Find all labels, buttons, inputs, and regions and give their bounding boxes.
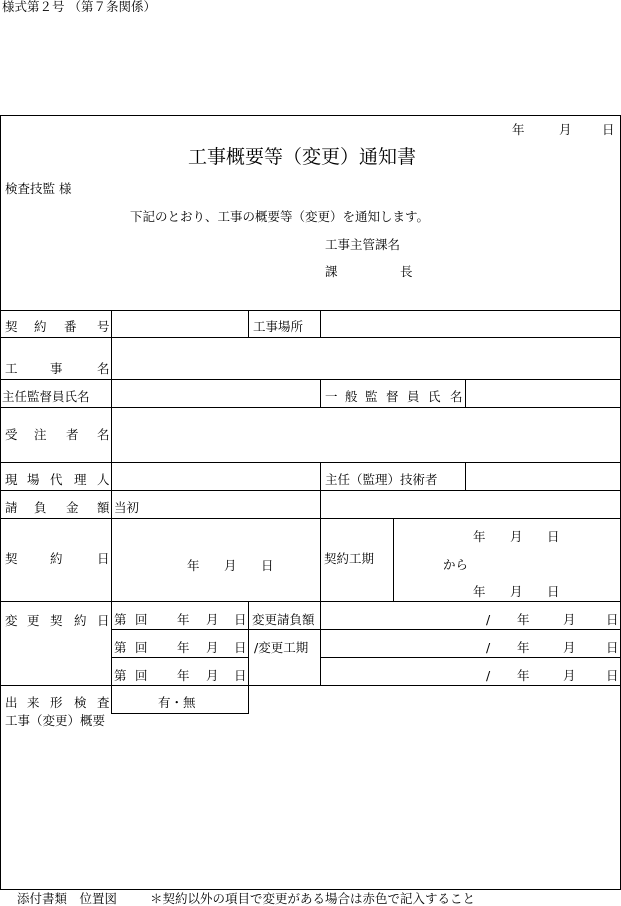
change-date-char: 約: [74, 613, 87, 628]
contract-date-char: 日: [97, 551, 110, 566]
site-agent-char: 代: [50, 472, 63, 487]
period-start-year: 年: [473, 529, 486, 544]
inspection-char: 来: [27, 695, 40, 710]
frame-top: [0, 115, 621, 116]
inspection-char: 形: [50, 695, 63, 710]
change-date-char: 契: [50, 613, 63, 628]
grid-line: [0, 490, 621, 491]
contractor-char: 注: [34, 427, 47, 442]
chief-engineer-label: 主任（監理）技術者: [325, 472, 438, 487]
change-value-slash: /: [486, 668, 491, 683]
general-supervisor-char: 般: [345, 389, 358, 404]
grid-line-v: [248, 601, 249, 713]
sender-dept: 工事主管課名: [325, 237, 401, 252]
change-row-year: 年: [177, 668, 190, 683]
contract-amount-char: 請: [5, 500, 18, 515]
addressee: 検査技監 様: [5, 181, 72, 196]
sender-title-a: 課: [325, 264, 338, 279]
change-value-year: 年: [517, 612, 530, 627]
grid-line: [0, 518, 621, 519]
grid-line: [0, 379, 621, 380]
site-agent-char: 場: [27, 472, 40, 487]
general-supervisor-char: 一: [325, 389, 338, 404]
period-end-year: 年: [473, 584, 486, 599]
grid-line-v: [465, 379, 466, 407]
contract-date-year: 年: [187, 558, 200, 573]
change-row-nth: 第: [114, 612, 127, 627]
inspection-char: 出: [5, 695, 18, 710]
change-value-day: 日: [606, 612, 619, 627]
grid-line-v: [320, 379, 321, 407]
period-start-month: 月: [510, 529, 523, 544]
change-value-month: 月: [563, 640, 576, 655]
work-name-char: 工: [5, 361, 18, 376]
general-supervisor-char: 名: [450, 389, 463, 404]
grid-line-v: [320, 310, 321, 337]
period-from: から: [443, 557, 469, 572]
initial-label: 当初: [114, 500, 140, 515]
change-row-day: 日: [234, 668, 247, 683]
grid-line: [111, 657, 249, 658]
grid-line: [320, 657, 621, 658]
change-row-nth: 第: [114, 640, 127, 655]
work-name-char: 事: [50, 361, 63, 376]
change-row-day: 日: [234, 612, 247, 627]
change-value-year: 年: [517, 640, 530, 655]
change-row-nth: 第: [114, 668, 127, 683]
change-value-year: 年: [517, 668, 530, 683]
grid-line-v: [465, 462, 466, 490]
change-value-slash: /: [486, 612, 491, 627]
contractor-char: 名: [97, 427, 110, 442]
chief-supervisor-label: 主任監督員氏名: [2, 389, 90, 404]
general-supervisor-char: 督: [386, 389, 399, 404]
change-value-slash: /: [486, 640, 491, 655]
contract-number-char: 号: [97, 319, 110, 334]
footer-attachments: 添付書類 位置図: [17, 891, 118, 906]
frame-bottom: [0, 889, 621, 890]
grid-line: [0, 337, 621, 338]
inspection-char: 査: [97, 695, 110, 710]
inspection-char: 検: [74, 695, 87, 710]
change-value-day: 日: [606, 640, 619, 655]
site-agent-char: 現: [5, 472, 18, 487]
header-date-day: 日: [602, 122, 615, 137]
change-row-kai: 回: [135, 668, 148, 683]
contract-number-char: 番: [64, 319, 77, 334]
period-end-day: 日: [547, 584, 560, 599]
period-start-day: 日: [547, 529, 560, 544]
grid-line: [111, 713, 249, 714]
change-value-month: 月: [563, 612, 576, 627]
grid-line: [0, 601, 621, 602]
sender-title-b: 長: [400, 264, 413, 279]
change-date-char: 変: [5, 613, 18, 628]
grid-line-v: [248, 310, 249, 337]
grid-line: [0, 462, 621, 463]
site-agent-char: 人: [97, 472, 110, 487]
change-amount-label: 変更請負額: [252, 612, 315, 627]
change-date-char: 日: [97, 613, 110, 628]
inspection-value: 有・無: [158, 695, 196, 710]
grid-line-v: [320, 462, 321, 685]
grid-line: [0, 407, 621, 408]
page-title: 工事概要等（変更）通知書: [188, 146, 417, 168]
contract-date-char: 約: [50, 551, 63, 566]
change-date-char: 更: [27, 613, 40, 628]
grid-line-v: [393, 518, 394, 601]
summary-label: 工事（変更）概要: [5, 713, 106, 728]
form-number: 様式第２号 （第７条関係）: [2, 0, 156, 14]
intro-text: 下記のとおり、工事の概要等（変更）を通知します。: [130, 209, 430, 224]
contract-period-label: 契約工期: [324, 551, 375, 566]
contract-amount-char: 額: [97, 500, 110, 515]
contract-date-month: 月: [224, 558, 237, 573]
change-row-year: 年: [177, 640, 190, 655]
general-supervisor-char: 氏: [428, 389, 441, 404]
change-row-month: 月: [206, 612, 219, 627]
frame-left: [0, 115, 1, 890]
contract-number-char: 契: [5, 319, 18, 334]
change-row-month: 月: [206, 668, 219, 683]
general-supervisor-char: 員: [407, 389, 420, 404]
site-agent-char: 理: [74, 472, 87, 487]
change-row-year: 年: [177, 612, 190, 627]
header-date-month: 月: [559, 122, 572, 137]
contract-amount-char: 負: [34, 500, 47, 515]
change-value-month: 月: [563, 668, 576, 683]
grid-line-v: [111, 310, 112, 713]
header-date-year: 年: [512, 122, 525, 137]
contract-amount-char: 金: [66, 500, 79, 515]
general-supervisor-char: 監: [365, 389, 378, 404]
change-row-kai: 回: [135, 612, 148, 627]
change-period-label: /変更工期: [254, 640, 309, 655]
grid-line: [0, 685, 621, 686]
grid-line: [0, 310, 621, 311]
contractor-char: 受: [5, 427, 18, 442]
period-end-month: 月: [510, 584, 523, 599]
change-row-kai: 回: [135, 640, 148, 655]
grid-line: [111, 629, 621, 630]
change-row-month: 月: [206, 640, 219, 655]
contract-date-day: 日: [261, 558, 274, 573]
contract-number-char: 約: [34, 319, 47, 334]
contract-date-char: 契: [5, 551, 18, 566]
footer-note: ＊契約以外の項目で変更がある場合は赤色で記入すること: [150, 891, 476, 906]
change-row-day: 日: [234, 640, 247, 655]
work-name-char: 名: [97, 361, 110, 376]
change-value-day: 日: [606, 668, 619, 683]
contractor-char: 者: [66, 427, 79, 442]
work-location-label: 工事場所: [253, 319, 304, 334]
